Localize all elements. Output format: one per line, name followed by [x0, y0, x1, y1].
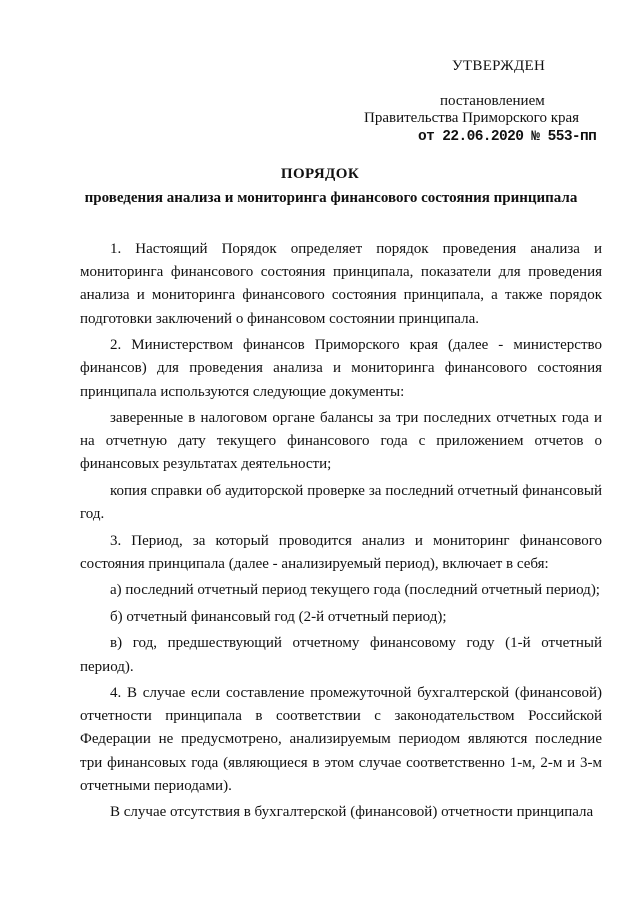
approval-date-number: от 22.06.2020 № 553-пп	[418, 129, 597, 145]
document-subtitle: проведения анализа и мониторинга финансового состояния принципала	[84, 190, 578, 206]
paragraph-4: 4. В случае если составление промежуточной бухгалтерской (финансовой) отчетности принципала в соответствии с законодательством Российской Федерации не предусмотрено, анализируемым периодом являются последние три финансовых года (являющиеся в этом случае соответственно 1-м, 2-м и 3-м отчетными периодами).	[80, 685, 602, 794]
document-title: ПОРЯДОК	[280, 166, 360, 182]
paragraph-3: 3. Период, за который проводится анализ и мониторинг финансового состояния принципала (далее - анализируемый период), включает в себя:	[80, 532, 602, 572]
paragraph-3-item-c: в) год, предшествующий отчетному финансовому году (1-й отчетный период).	[80, 635, 602, 675]
approval-decree-label: постановлением	[440, 93, 545, 109]
approval-government: Правительства Приморского края	[364, 110, 580, 126]
paragraph-2: 2. Министерством финансов Приморского края (далее - министерство финансов) для проведения анализа и мониторинга финансового состояния принципала используются следующие документы:	[80, 337, 602, 400]
paragraph-3-item-a: а) последний отчетный период текущего года (последний отчетный период);	[110, 582, 600, 599]
paragraph-2-item-audit: копия справки об аудиторской проверке за последний отчетный финансовый год.	[80, 482, 602, 523]
approval-stamp-title: УТВЕРЖДЕН	[452, 58, 546, 74]
document-body	[80, 238, 602, 828]
paragraph-2-item-balances: заверенные в налоговом органе балансы за три последних отчетных года и на отчетную дату текущего финансового года с приложением отчетов о финансовых результатах деятельности;	[80, 410, 602, 473]
paragraph-5-start: В случае отсутствия в бухгалтерской (финансовой) отчетности принципала	[110, 804, 594, 821]
paragraph-3-item-b: б) отчетный финансовый год (2-й отчетный период);	[110, 608, 447, 625]
paragraph-1: 1. Настоящий Порядок определяет порядок проведения анализа и мониторинга финансового состояния принципала, показатели для проведения анализа и мониторинга финансового состояния принципала, а также порядок подготовки заключений о финансовом состоянии принципала.	[80, 241, 602, 327]
